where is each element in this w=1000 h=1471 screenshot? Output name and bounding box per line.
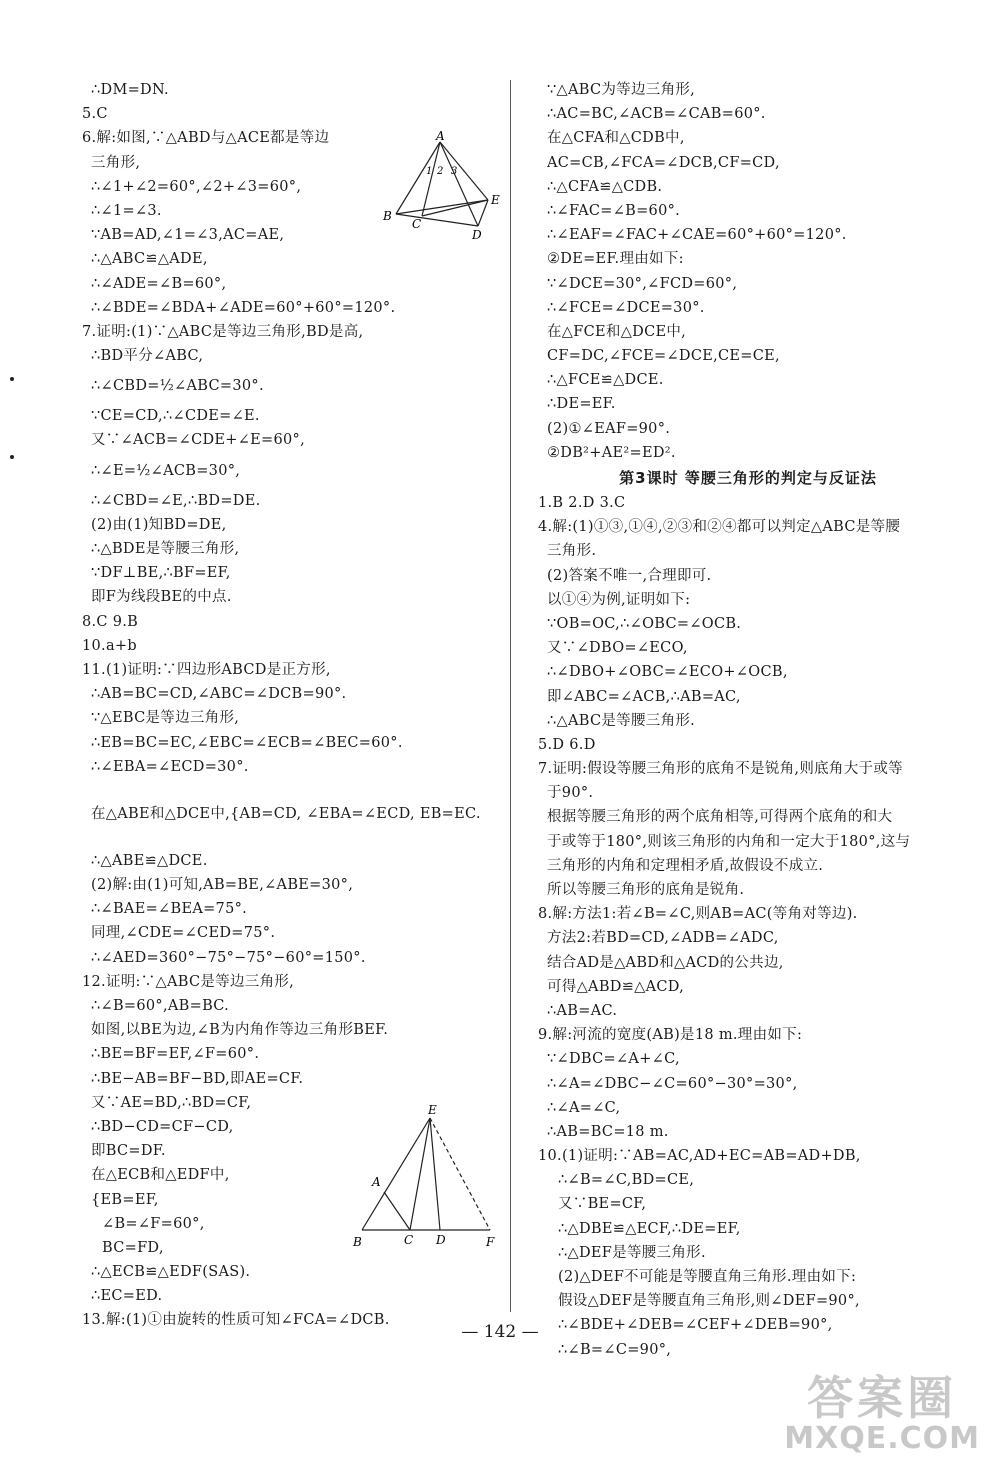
text-line: ∴BD−CD=CF−CD, [91, 1118, 234, 1135]
text-line: 4.解:(1)①③,①④,②③和②④都可以判定△ABC是等腰 [538, 519, 901, 536]
text-line: ∵∠DBC=∠A+∠C, [547, 1051, 680, 1068]
figure-label-f: F [486, 1235, 495, 1249]
text-line: 5.D 6.D [538, 736, 596, 753]
text-line: ∴AC=BC,∠ACB=∠CAB=60°. [547, 106, 766, 123]
text-line: ∴∠CBD=∠E,∴BD=DE. [91, 492, 261, 509]
text-line: 三角形. [547, 543, 597, 560]
text-line: 12.证明:∵△ABC是等边三角形, [82, 973, 295, 990]
watermark [784, 1373, 980, 1455]
text-line: ∴∠A=∠DBC−∠C=60°−30°=30°, [547, 1075, 798, 1092]
text-line: 7.证明:(1)∵△ABC是等边三角形,BD是高, [82, 323, 364, 340]
figure-label-d: D [436, 1233, 446, 1247]
text-line: ∴∠B=∠C,BD=CE, [558, 1172, 695, 1189]
text-line: ∴BE−AB=BF−BD,即AE=CF. [91, 1070, 304, 1087]
text-line: ∴△FCE≌△DCE. [547, 372, 664, 389]
text-line: ∴△ABC≌△ADE, [91, 251, 208, 268]
text-line: 5.C [82, 106, 108, 123]
text-line: ∴△BDE是等腰三角形, [91, 541, 240, 557]
text-line: 6.解:如图,∵△ABD与△ACE都是等边 [82, 130, 330, 147]
text-line: ∵DF⊥BE,∴BF=EF, [91, 565, 231, 582]
text-line: ②DE=EF.理由如下: [547, 251, 684, 268]
column-divider [510, 80, 511, 1312]
text-line: ∴∠EBA=∠ECD=30°. [91, 758, 249, 775]
figure-label-e: E [491, 193, 500, 207]
text-line: (2)解:由(1)可知,AB=BE,∠ABE=30°, [91, 877, 354, 894]
text-line: ∵△ABC为等边三角形, [547, 82, 696, 98]
text-line: CF=DC,∠FCE=∠DCE,CE=CE, [547, 348, 780, 365]
figure-label-b: B [353, 1235, 362, 1249]
text-line: ∴EB=BC=EC,∠EBC=∠ECB=∠BEC=60°. [91, 734, 403, 751]
text-line: 如图,以BE为边,∠B为内角作等边三角形BEF. [91, 1022, 389, 1039]
watermark-url: MXQE.COM [784, 1421, 980, 1456]
text-line: ∴AB=BC=18 m. [547, 1123, 669, 1140]
figure-label-3: 3 [451, 166, 458, 177]
text-line: 7.证明:假设等腰三角形的底角不是锐角,则底角大于或等 [538, 761, 903, 778]
text-line: ∴∠DBO+∠OBC=∠ECO+∠OCB, [547, 664, 788, 681]
text-line: ∴∠E=½∠ACB=30°, [91, 462, 241, 479]
text-line: (2)答案不唯一,合理即可. [547, 567, 712, 584]
text-line: 1.B 2.D 3.C [538, 495, 626, 511]
text-line: (2)△DEF不可能是等腰直角三角形.理由如下: [558, 1269, 857, 1285]
text-line: ∴AB=AC. [547, 1002, 618, 1019]
figure-label-c: C [404, 1233, 414, 1247]
text-line: ②DB²+AE²=ED². [547, 444, 676, 461]
text-line: 假设△DEF是等腰直角三角形,则∠DEF=90°, [558, 1293, 860, 1310]
text-line: ∴∠FAC=∠B=60°. [547, 202, 681, 219]
text-line: ∵AB=AD,∠1=∠3,AC=AE, [91, 227, 285, 244]
text-line: ∴DE=EF. [547, 396, 616, 413]
text-line: 9.解:河流的宽度(AB)是18 m.理由如下: [538, 1027, 803, 1044]
watermark-chinese: 答案圈 [807, 1371, 958, 1425]
figure-label-a: A [436, 129, 445, 143]
text-line: 8.C 9.B [82, 613, 139, 630]
text-line: 又∵BE=CF, [558, 1196, 647, 1213]
figure-label-d: D [472, 228, 482, 242]
text-line: ∴∠ADE=∠B=60°, [91, 275, 227, 292]
text-line: 即∠ABC=∠ACB,∴AB=AC, [547, 688, 741, 705]
text-line: 又∵∠ACB=∠CDE+∠E=60°, [91, 432, 306, 449]
text-line: 所以等腰三角形的底角是锐角. [547, 882, 745, 898]
text-line: 又∵∠DBO=∠ECO, [547, 640, 688, 657]
text-line: 10.(1)证明:∵AB=AC,AD+EC=AB=AD+DB, [538, 1148, 861, 1165]
text-line: ∴△DBE≌△ECF,∴DE=EF, [558, 1220, 741, 1237]
text-line: 方法2:若BD=CD,∠ADB=∠ADC, [547, 930, 779, 947]
text-line: ∴∠B=∠C=90°, [558, 1341, 672, 1358]
text-line: ∵CE=CD,∴∠CDE=∠E. [91, 408, 260, 425]
text-line: 同理,∠CDE=∠CED=75°. [91, 925, 276, 942]
text-line: 即F为线段BE的中点. [91, 589, 232, 606]
section-title: 第3课时 等腰三角形的判定与反证法 [619, 469, 877, 487]
text-line: 13.解:(1)①由旋转的性质可知∠FCA=∠DCB. [82, 1312, 390, 1329]
text-line: (2)①∠EAF=90°. [547, 420, 671, 437]
text-line: ∴BD平分∠ABC, [91, 348, 204, 365]
text-line: ∴∠CBD=½∠ABC=30°. [91, 378, 264, 395]
text-line: 在△ABE和△DCE中,{AB=CD, ∠EBA=∠ECD, EB=EC. [91, 805, 481, 822]
text-line: (2)由(1)知BD=DE, [91, 516, 227, 533]
text-line: ∴∠EAF=∠FAC+∠CAE=60°+60°=120°. [547, 227, 847, 244]
text-line: ∴AB=BC=CD,∠ABC=∠DCB=90°. [91, 686, 347, 703]
text-line: ∴△DEF是等腰三角形. [558, 1244, 706, 1261]
text-line: 根据等腰三角形的两个底角相等,可得两个底角的和大 [547, 809, 893, 826]
text-line: ∵△EBC是等边三角形, [91, 710, 240, 727]
text-line: AC=CB,∠FCA=∠DCB,CF=CD, [547, 154, 780, 171]
text-line: ∴BE=BF=EF,∠F=60°. [91, 1046, 260, 1063]
text-line: 在△CFA和△CDB中, [547, 130, 685, 147]
text-line: 三角形的内角和定理相矛盾,故假设不成立. [547, 857, 824, 874]
margin-dot-top [10, 377, 14, 381]
text-line: 又∵AE=BD,∴BD=CF, [91, 1094, 252, 1111]
figure-equilateral-bef [348, 1102, 500, 1252]
text-line: 以①④为例,证明如下: [547, 591, 691, 608]
right-column [538, 78, 958, 1362]
text-line: 结合AD是△ABD和△ACD的公共边, [547, 954, 784, 971]
text-line: 在△ECB和△EDF中, [91, 1167, 230, 1184]
text-line: ∴△CFA≌△CDB. [547, 178, 663, 195]
text-line: ∴△ECB≌△EDF(SAS). [91, 1264, 251, 1281]
text-line: ∴DM=DN. [91, 82, 169, 98]
text-line: ∴△ABC是等腰三角形. [547, 712, 696, 729]
text-line: 可得△ABD≌△ACD, [547, 978, 685, 995]
figure-label-2: 2 [437, 166, 444, 177]
figure-label-e: E [428, 1103, 437, 1117]
text-line: 11.(1)证明:∵四边形ABCD是正方形, [82, 661, 331, 678]
text-line: BC=FD, [102, 1239, 164, 1256]
text-line: {EB=EF, [91, 1191, 159, 1208]
margin-dot-bottom [10, 455, 14, 459]
text-line: ∴△ABE≌△DCE. [91, 852, 208, 869]
text-line: 于或等于180°,则该三角形的内角和一定大于180°,这与 [547, 833, 911, 850]
figure-label-c: C [412, 217, 422, 231]
text-line: ∵OB=OC,∴∠OBC=∠OCB. [547, 615, 742, 632]
text-line: 10.a+b [82, 637, 137, 654]
figure-label-a: A [372, 1175, 381, 1189]
text-line: ∴∠1=∠3. [91, 202, 162, 219]
text-line: ∴∠BDE+∠DEB=∠CEF+∠DEB=90°, [558, 1317, 833, 1334]
text-line: ∴∠A=∠C, [547, 1099, 621, 1116]
text-line: ∴∠1+∠2=60°,∠2+∠3=60°, [91, 178, 302, 195]
figure-triangles-abd-ace [380, 128, 505, 243]
text-line: ∠B=∠F=60°, [102, 1215, 205, 1232]
text-line: ∴∠FCE=∠DCE=30°. [547, 299, 705, 316]
figure-label-1: 1 [426, 166, 433, 177]
text-line: ∴∠BDE=∠BDA+∠ADE=60°+60°=120°. [91, 299, 396, 316]
text-line: ∴∠BAE=∠BEA=75°. [91, 901, 248, 918]
text-line: ∴∠B=60°,AB=BC. [91, 998, 230, 1014]
text-line: 即BC=DF. [91, 1143, 166, 1160]
text-line: 三角形, [91, 154, 141, 171]
text-line: 于90°. [547, 785, 594, 802]
figure-label-b: B [383, 209, 392, 223]
page-number: — 142 — [461, 1322, 539, 1342]
text-line: 在△FCE和△DCE中, [547, 323, 687, 340]
text-line: ∴EC=ED. [91, 1288, 163, 1305]
text-line: ∵∠DCE=30°,∠FCD=60°, [547, 275, 738, 292]
text-line: 8.解:方法1:若∠B=∠C,则AB=AC(等角对等边). [538, 906, 858, 923]
text-line: ∴∠AED=360°−75°−75°−60°=150°. [91, 949, 366, 966]
